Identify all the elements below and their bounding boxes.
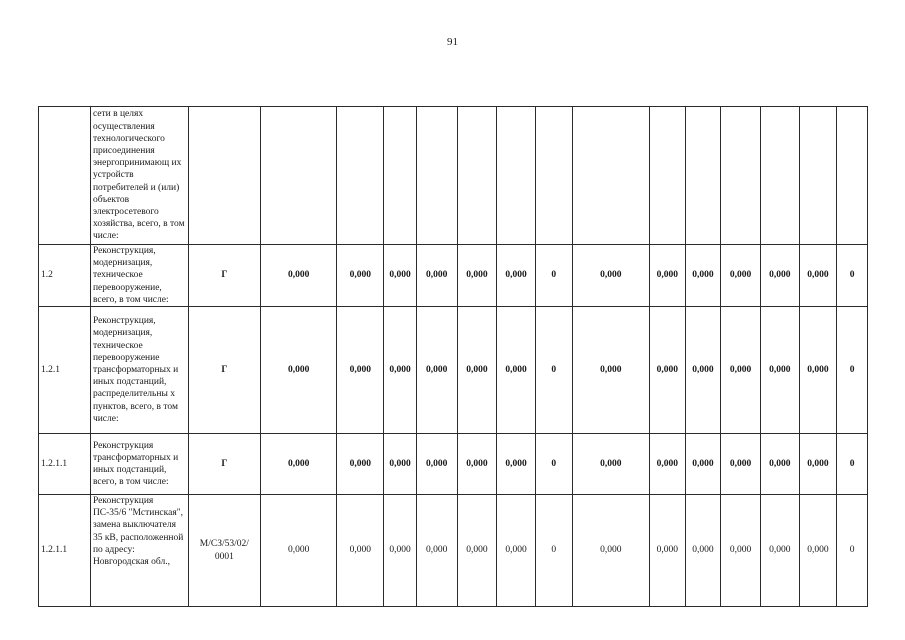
value-cell: 0,000 (261, 495, 337, 607)
value-cell: 0,000 (416, 434, 457, 495)
value-cell: 0,000 (416, 245, 457, 307)
value-cell: 0,000 (799, 434, 837, 495)
value-cell: 0,000 (572, 307, 649, 434)
value-cell (649, 107, 685, 245)
value-cell: 0,000 (384, 245, 417, 307)
page-number: 91 (447, 36, 458, 48)
row-number-cell: 1.2.1.1 (39, 495, 91, 607)
value-cell: 0,000 (497, 307, 536, 434)
row-number-cell (39, 107, 91, 245)
value-cell: 0 (535, 495, 572, 607)
value-cell: 0,000 (572, 495, 649, 607)
value-cell: 0,000 (760, 495, 799, 607)
value-cell: 0,000 (457, 307, 497, 434)
value-cell: 0,000 (799, 307, 837, 434)
value-cell: 0,000 (497, 434, 536, 495)
value-cell: 0 (837, 245, 868, 307)
value-cell: 0,000 (685, 495, 721, 607)
value-cell: 0,000 (337, 434, 384, 495)
value-cell: 0,000 (760, 434, 799, 495)
value-cell: 0,000 (721, 495, 761, 607)
value-cell: 0,000 (337, 307, 384, 434)
value-cell: 0,000 (497, 495, 536, 607)
value-cell: 0,000 (760, 307, 799, 434)
value-cell: 0,000 (457, 434, 497, 495)
row-code-cell (188, 107, 260, 245)
value-cell: 0,000 (799, 495, 837, 607)
value-cell (535, 107, 572, 245)
value-cell: 0,000 (685, 434, 721, 495)
value-cell: 0,000 (457, 495, 497, 607)
value-cell: 0,000 (799, 245, 837, 307)
row-code-cell: М/СЗ/53/02/ 0001 (188, 495, 260, 607)
row-number-cell: 1.2 (39, 245, 91, 307)
value-cell: 0,000 (572, 434, 649, 495)
value-cell: 0,000 (337, 495, 384, 607)
value-cell: 0 (535, 307, 572, 434)
value-cell (760, 107, 799, 245)
value-cell (416, 107, 457, 245)
value-cell (337, 107, 384, 245)
row-name-cell: Реконструкция, модернизация, техническое перевооружение трансформаторных и иных подстанций, распределительны х пунктов, всего, в том числе: (90, 307, 188, 434)
value-cell: 0,000 (261, 245, 337, 307)
table-row (39, 495, 868, 607)
value-cell: 0 (837, 307, 868, 434)
investment-program-table (38, 106, 868, 607)
value-cell (685, 107, 721, 245)
row-code-cell: Г (188, 434, 260, 495)
row-name-cell: Реконструкция ПС-35/6 "Мстинская", замена выключателя 35 кВ, расположенной по адресу: Новгородская обл., (90, 495, 188, 607)
value-cell (799, 107, 837, 245)
value-cell: 0,000 (685, 245, 721, 307)
value-cell (261, 107, 337, 245)
value-cell: 0,000 (261, 434, 337, 495)
value-cell: 0 (535, 434, 572, 495)
value-cell: 0,000 (384, 495, 417, 607)
row-name-cell: Реконструкция, модернизация, техническое перевооружение, всего, в том числе: (90, 245, 188, 307)
table-row (39, 434, 868, 495)
value-cell: 0,000 (649, 245, 685, 307)
value-cell: 0,000 (384, 307, 417, 434)
value-cell: 0,000 (649, 307, 685, 434)
value-cell: 0,000 (416, 307, 457, 434)
value-cell (572, 107, 649, 245)
value-cell (721, 107, 761, 245)
row-number-cell: 1.2.1.1 (39, 434, 91, 495)
value-cell: 0,000 (497, 245, 536, 307)
value-cell: 0,000 (416, 495, 457, 607)
value-cell (497, 107, 536, 245)
value-cell: 0,000 (649, 495, 685, 607)
value-cell: 0 (535, 245, 572, 307)
value-cell: 0,000 (721, 434, 761, 495)
value-cell: 0,000 (384, 434, 417, 495)
row-code-cell: Г (188, 245, 260, 307)
value-cell: 0,000 (685, 307, 721, 434)
table-row (39, 107, 868, 245)
value-cell: 0,000 (649, 434, 685, 495)
value-cell: 0,000 (457, 245, 497, 307)
value-cell (384, 107, 417, 245)
row-name-cell: сети в целях осуществления технологического присоединения энергопринимающ их устройств потребителей и (или) объектов электросетевого хозяйства, всего, в том числе: (90, 107, 188, 245)
value-cell (837, 107, 868, 245)
value-cell: 0,000 (721, 245, 761, 307)
table-row (39, 307, 868, 434)
row-name-cell: Реконструкция трансформаторных и иных подстанций, всего, в том числе: (90, 434, 188, 495)
value-cell: 0,000 (760, 245, 799, 307)
value-cell: 0 (837, 495, 868, 607)
value-cell: 0,000 (337, 245, 384, 307)
row-code-cell: Г (188, 307, 260, 434)
value-cell: 0,000 (261, 307, 337, 434)
table-row (39, 245, 868, 307)
value-cell: 0,000 (721, 307, 761, 434)
value-cell: 0 (837, 434, 868, 495)
row-number-cell: 1.2.1 (39, 307, 91, 434)
value-cell (457, 107, 497, 245)
value-cell: 0,000 (572, 245, 649, 307)
